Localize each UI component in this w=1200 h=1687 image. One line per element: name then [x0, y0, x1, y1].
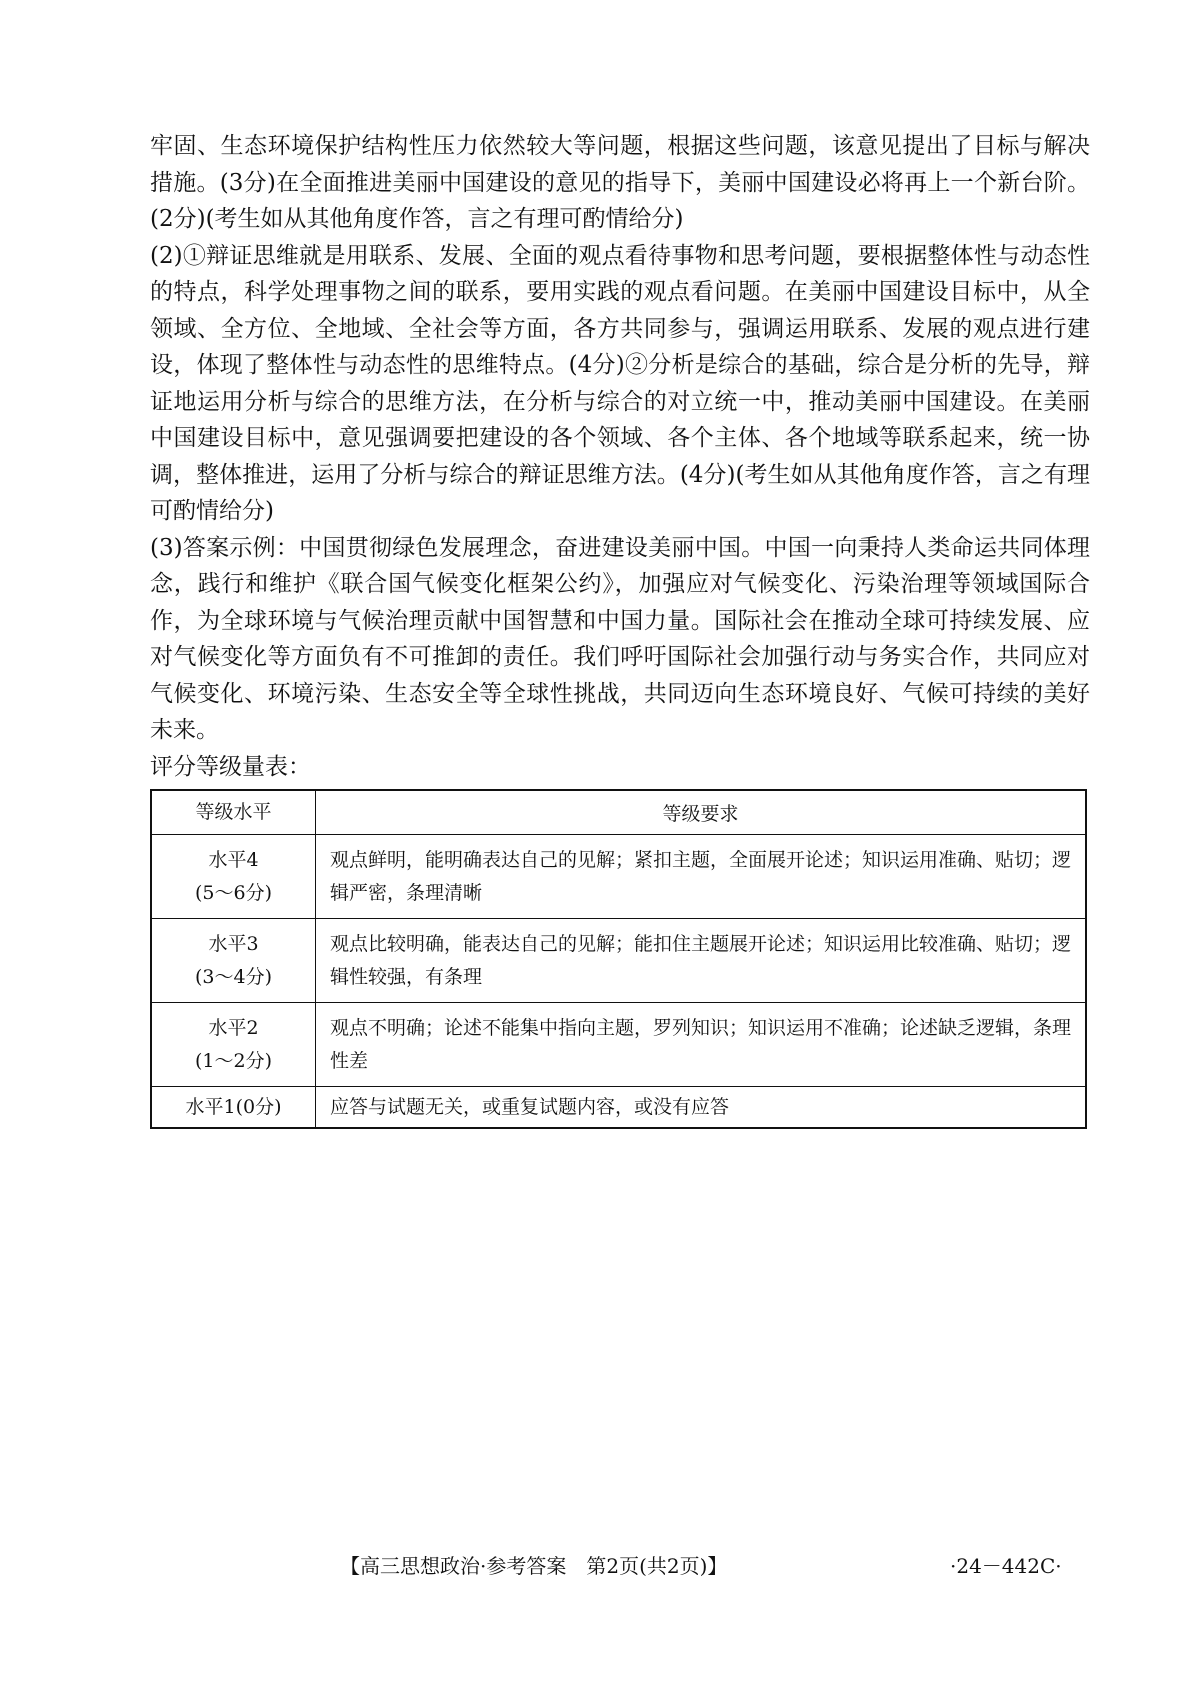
table-row — [151, 919, 1086, 1003]
footer-code: ·24－442C· — [950, 1554, 1062, 1578]
level-range: (1～2分) — [194, 1049, 272, 1072]
level-range: (3～4分) — [194, 965, 272, 988]
level-name: 水平3 — [208, 932, 259, 955]
paragraph-2-dialectical-thinking: (2)①辩证思维就是用联系、发展、全面的观点看待事物和思考问题，要根据整体性与动态性的特点，科学处理事物之间的联系，要用实践的观点看问题。在美丽中国建设目标中，从全领域、全方位、全地域、全社会等方面，各方共同参与，强调运用联系、发展的观点进行建设，体现了整体性与动态性的思维特点。(4分)②分析是综合的基础，综合是分析的先导，辩证地运用分析与综合的思维方法，在分析与综合的对立统一中，推动美丽中国建设。在美丽中国建设目标中，意见强调要把建设的各个领域、各个主体、各个地域等联系起来，统一协调，整体推进，运用了分析与综合的辩证思维方法。(4分)(考生如从其他角度作答，言之有理可酌情给分) — [150, 242, 1090, 524]
requirement-cell: 观点比较明确，能表达自己的见解；能扣住主题展开论述；知识运用比较准确、贴切；逻辑性较强，有条理 — [316, 919, 1087, 1003]
level-range: (5～6分) — [194, 881, 272, 904]
table-row — [151, 835, 1086, 919]
table-header-row — [151, 790, 1086, 835]
table-caption: 评分等级量表： — [150, 753, 311, 780]
level-name: 水平2 — [208, 1016, 259, 1039]
page-footer — [0, 1546, 1200, 1586]
paragraph-1-continued: 牢固、生态环境保护结构性压力依然较大等问题，根据这些问题，该意见提出了目标与解决措施。(3分)在全面推进美丽中国建设的意见的指导下，美丽中国建设必将再上一个新台阶。(2分)(考生如从其他角度作答，言之有理可酌情给分) — [150, 133, 1090, 232]
answer-content — [150, 128, 1090, 1129]
requirement-cell: 应答与试题无关，或重复试题内容，或没有应答 — [316, 1087, 1087, 1129]
requirement-cell: 观点鲜明，能明确表达自己的见解；紧扣主题，全面展开论述；知识运用准确、贴切；逻辑严密，条理清晰 — [316, 835, 1087, 919]
footer-title: 【高三思想政治·参考答案 第2页(共2页)】 — [340, 1554, 728, 1578]
requirement-cell: 观点不明确；论述不能集中指向主题，罗列知识；知识运用不准确；论述缺乏逻辑，条理性差 — [316, 1003, 1087, 1087]
level-cell — [151, 1003, 316, 1087]
level-name: 水平4 — [208, 848, 259, 871]
level-cell — [151, 1087, 316, 1129]
level-cell — [151, 919, 316, 1003]
table-row — [151, 1003, 1086, 1087]
table-row — [151, 1087, 1086, 1129]
header-level: 等级水平 — [151, 790, 316, 835]
level-name: 水平1(0分) — [185, 1095, 282, 1118]
paragraph-3-answer-example: (3)答案示例：中国贯彻绿色发展理念，奋进建设美丽中国。中国一向秉持人类命运共同体理念，践行和维护《联合国气候变化框架公约》，加强应对气候变化、污染治理等领域国际合作，为全球环境与气候治理贡献中国智慧和中国力量。国际社会在推动全球可持续发展、应对气候变化等方面负有不可推卸的责任。我们呼吁国际社会加强行动与务实合作，共同应对气候变化、环境污染、生态安全等全球性挑战，共同迈向生态环境良好、气候可持续的美好未来。 — [150, 534, 1090, 743]
level-cell — [151, 835, 316, 919]
header-requirement: 等级要求 — [316, 790, 1087, 835]
grading-scale-table — [150, 789, 1087, 1129]
